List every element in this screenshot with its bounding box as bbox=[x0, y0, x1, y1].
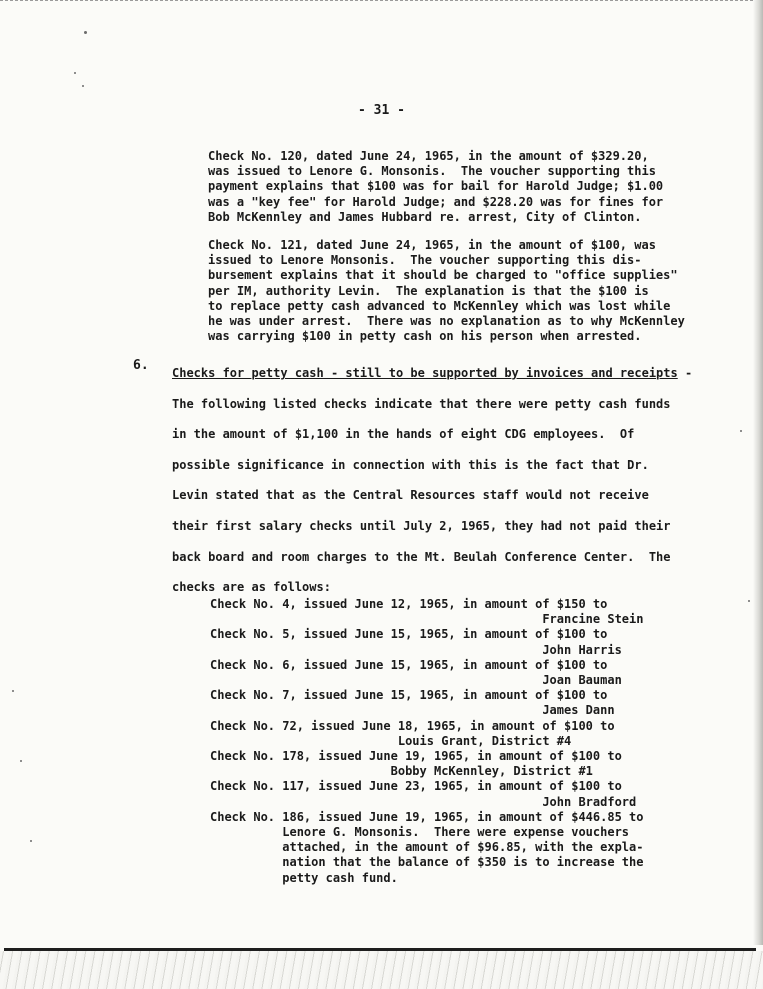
scan-speck bbox=[740, 430, 742, 432]
section-line: back board and room charges to the Mt. Beulah Conference Center. The bbox=[172, 549, 671, 564]
check-entry: Check No. 186, issued June 19, 1965, in amount of $446.85 to Lenore G. Monsonis. There were expense vouchers attached, in the amount of $96.85, with the expla- nation that the balance of $350 is to increase the petty cash fund. bbox=[210, 809, 644, 885]
scan-speck bbox=[20, 760, 22, 762]
scan-speck bbox=[84, 31, 87, 34]
scan-speck bbox=[12, 690, 14, 692]
section-line: Levin stated that as the Central Resources staff would not receive bbox=[172, 488, 649, 503]
paragraph-check-120: Check No. 120, dated June 24, 1965, in the amount of $329.20, was issued to Lenore G. Monsonis. The voucher supporting this payment explains that $100 was for bail for Harold Judge; $1.00 was a "key fee" for Harold Judge; and $228.20 was for fines for Bob McKennley and James Hubbard re. arrest, City of Clinton. bbox=[208, 149, 664, 224]
section-line: checks are as follows: bbox=[172, 580, 331, 595]
section-line: in the amount of $1,100 in the hands of eight CDG employees. Of bbox=[172, 427, 635, 442]
scan-speck bbox=[74, 72, 76, 74]
check-entry: Check No. 72, issued June 18, 1965, in amount of $100 to Louis Grant, District #4 bbox=[210, 718, 615, 748]
section-petty-cash bbox=[172, 358, 712, 603]
checks-list bbox=[210, 597, 690, 886]
section-line: their first salary checks until July 2, 1965, they had not paid their bbox=[172, 518, 671, 533]
scan-speck bbox=[82, 85, 84, 87]
section-number: 6. bbox=[133, 358, 149, 373]
scan-noise-bottom bbox=[0, 951, 763, 989]
page-number: - 31 - bbox=[358, 103, 405, 118]
page-top-edge bbox=[0, 0, 763, 2]
section-line: possible significance in connection with this is the fact that Dr. bbox=[172, 457, 649, 472]
check-entry: Check No. 117, issued June 23, 1965, in amount of $100 to John Bradford bbox=[210, 779, 637, 809]
scan-speck bbox=[30, 840, 32, 842]
scan-speck bbox=[748, 600, 750, 602]
section-heading-tail: - bbox=[677, 366, 693, 380]
check-entry: Check No. 7, issued June 15, 1965, in amount of $100 to James Dann bbox=[210, 688, 615, 718]
check-entry: Check No. 6, issued June 15, 1965, in amount of $100 to Joan Bauman bbox=[210, 657, 622, 688]
section-heading: Checks for petty cash - still to be supported by invoices and receipts bbox=[172, 366, 678, 380]
paragraph-check-121: Check No. 121, dated June 24, 1965, in the amount of $100, was issued to Lenore Monsonis. The voucher supporting this dis- bursement explains that it should be charged to "office supplies" per IM, authority Levin. The explanation is that the $100 is to replace petty cash advanced to McKennley which was lost while he was under arrest. There was no explanation as to why McKennley was carrying $100 in petty cash on his person when arrested. bbox=[208, 238, 685, 344]
page-right-edge bbox=[753, 0, 763, 945]
check-entry: Check No. 4, issued June 12, 1965, in amount of $150 to Francine Stein bbox=[210, 597, 644, 627]
check-entry: Check No. 5, issued June 15, 1965, in amount of $100 to John Harris bbox=[210, 627, 622, 657]
check-entry: Check No. 178, issued June 19, 1965, in amount of $100 to Bobby McKennley, District #1 bbox=[210, 749, 622, 779]
section-line: The following listed checks indicate that there were petty cash funds bbox=[172, 396, 671, 411]
